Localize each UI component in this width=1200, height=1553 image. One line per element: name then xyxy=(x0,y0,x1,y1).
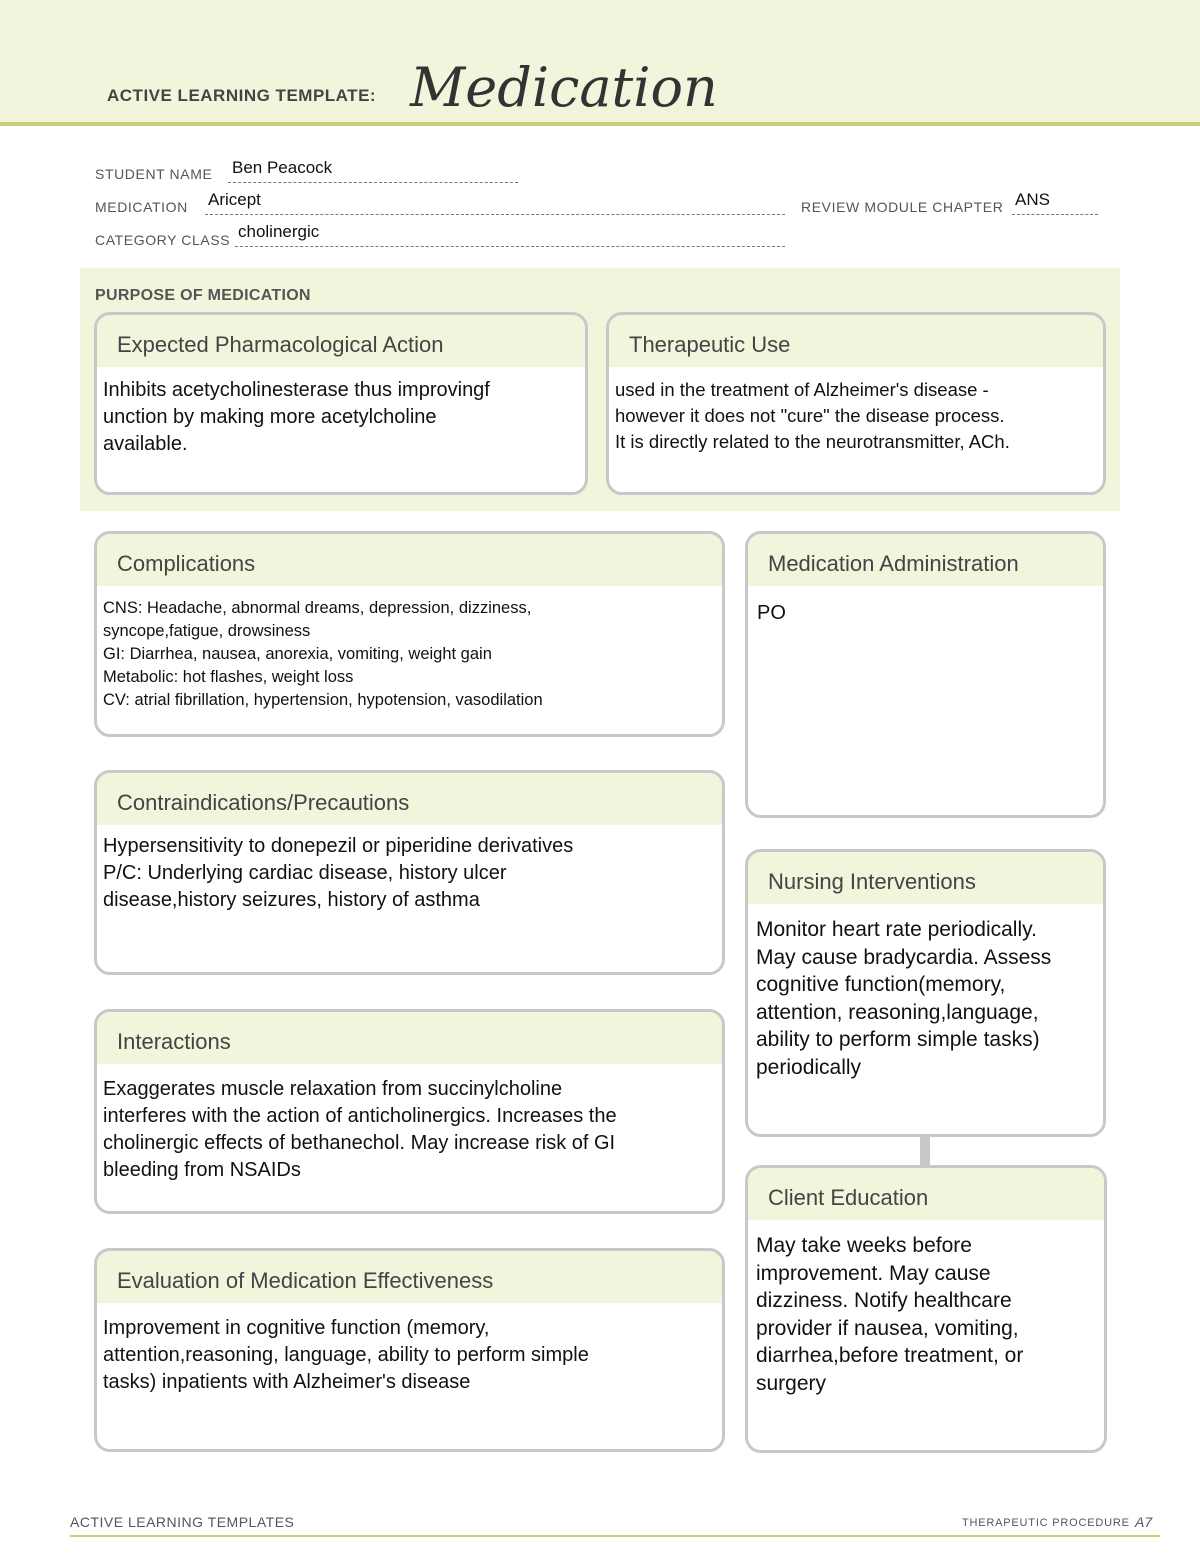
medication-administration-card xyxy=(745,531,1106,818)
complications-card xyxy=(94,531,725,737)
review-module-label: REVIEW MODULE CHAPTER xyxy=(801,199,1004,215)
student-name-line xyxy=(228,182,518,183)
footer-label: ACTIVE LEARNING TEMPLATES xyxy=(70,1514,295,1530)
complications-title: Complications xyxy=(97,534,722,586)
header-divider xyxy=(0,122,1200,126)
footer-section-label: THERAPEUTIC PROCEDURE xyxy=(962,1517,1130,1529)
expected-action-text[interactable]: Inhibits acetycholinesterase thus improvingf unction by making more acetylcholine available. xyxy=(103,379,490,455)
evaluation-card xyxy=(94,1248,725,1452)
template-title: Medication xyxy=(410,56,718,119)
complications-text[interactable]: CNS: Headache, abnormal dreams, depression, dizziness, syncope,fatigue, drowsiness GI: Diarrhea, nausea, anorexia, vomiting, weight gain Metabolic: hot flashes, weight loss CV: atrial fibrillation, hypertension, hypotension, vasodilation xyxy=(103,599,543,709)
student-name-label: STUDENT NAME xyxy=(95,166,213,182)
purpose-heading: PURPOSE OF MEDICATION xyxy=(95,287,311,304)
medication-field[interactable]: Aricept xyxy=(208,190,261,209)
expected-action-title: Expected Pharmacological Action xyxy=(97,315,585,367)
contraindications-card xyxy=(94,770,725,975)
client-education-card xyxy=(745,1165,1107,1453)
review-module-line xyxy=(1012,214,1098,215)
medication-label: MEDICATION xyxy=(95,199,188,215)
nursing-interventions-title: Nursing Interventions xyxy=(748,852,1103,904)
template-label: ACTIVE LEARNING TEMPLATE: xyxy=(107,86,377,105)
review-module-field[interactable]: ANS xyxy=(1015,190,1050,209)
student-name-field[interactable]: Ben Peacock xyxy=(232,158,333,177)
contraindications-text[interactable]: Hypersensitivity to donepezil or piperidine derivatives P/C: Underlying cardiac disease, history ulcer disease,history seizures, history of asthma xyxy=(103,835,574,911)
interactions-card xyxy=(94,1009,725,1214)
medication-line xyxy=(205,214,785,215)
card-connector xyxy=(920,1136,930,1167)
client-education-title: Client Education xyxy=(748,1168,1104,1220)
category-class-field[interactable]: cholinergic xyxy=(238,222,320,241)
page-number: A7 xyxy=(1135,1514,1153,1530)
category-class-line xyxy=(235,246,785,247)
client-education-text[interactable]: May take weeks before improvement. May cause dizziness. Notify healthcare provider if nausea, vomiting, diarrhea,before treatment, or surgery xyxy=(756,1234,1024,1395)
contraindications-title: Contraindications/Precautions xyxy=(97,773,722,825)
interactions-text[interactable]: Exaggerates muscle relaxation from succinylcholine interferes with the action of anticholinergics. Increases the cholinergic effects of bethanechol. May increase risk of GI bleeding from NSAIDs xyxy=(103,1078,617,1181)
nursing-interventions-card xyxy=(745,849,1106,1137)
footer-divider xyxy=(70,1535,1160,1537)
expected-action-card xyxy=(94,312,588,495)
evaluation-text[interactable]: Improvement in cognitive function (memory, attention,reasoning, language, ability to perform simple tasks) inpatients with Alzheimer's disease xyxy=(103,1317,589,1393)
medication-administration-text[interactable]: PO xyxy=(757,602,786,624)
evaluation-title: Evaluation of Medication Effectiveness xyxy=(97,1251,722,1303)
therapeutic-use-card xyxy=(606,312,1106,495)
therapeutic-use-title: Therapeutic Use xyxy=(609,315,1103,367)
nursing-interventions-text[interactable]: Monitor heart rate periodically. May cause bradycardia. Assess cognitive function(memory, attention, reasoning,language, ability to perform simple tasks) periodically xyxy=(756,918,1052,1079)
category-class-label: CATEGORY CLASS xyxy=(95,232,231,248)
interactions-title: Interactions xyxy=(97,1012,722,1064)
medication-administration-title: Medication Administration xyxy=(748,534,1103,586)
therapeutic-use-text[interactable]: used in the treatment of Alzheimer's disease - however it does not "cure" the disease process. It is directly related to the neurotransmitter, ACh. xyxy=(615,379,1010,452)
